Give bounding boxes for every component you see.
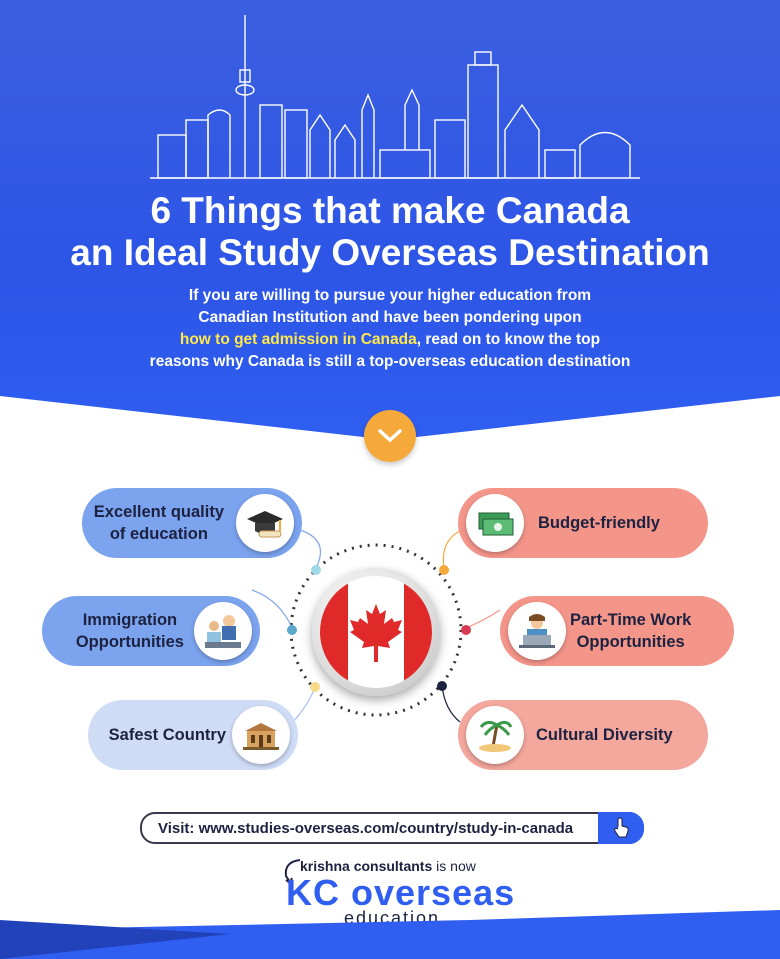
pointer-hand-icon[interactable] <box>598 812 644 844</box>
canada-flag-badge <box>312 568 440 696</box>
building-icon <box>232 706 290 764</box>
visit-url-text[interactable]: Visit: www.studies-overseas.com/country/study-in-canada <box>158 819 574 837</box>
immigration-officer-icon <box>194 602 252 660</box>
intro-line-4: reasons why Canada is still a top-overseas education destination <box>149 353 631 370</box>
brand-subtitle: education <box>344 908 441 928</box>
reason-pill-safest <box>88 700 298 770</box>
intro-line-1: If you are willing to pursue your higher education from <box>188 287 592 304</box>
parttime-label-2: Opportunities <box>576 633 685 651</box>
intro-line-3-rest: , read on to know the top <box>416 331 601 348</box>
reason-pill-immigration <box>42 596 260 666</box>
palm-island-icon <box>466 706 524 764</box>
laptop-worker-icon <box>508 602 566 660</box>
canada-flag-icon <box>320 576 432 688</box>
education-label-2: of education <box>109 525 208 543</box>
cultural-label: Cultural Diversity <box>536 726 673 744</box>
safest-label: Safest Country <box>108 726 226 744</box>
brand-is-now-text: is now <box>432 858 476 874</box>
immigration-label-2: Opportunities <box>75 633 184 651</box>
visit-link-bar[interactable] <box>140 812 644 844</box>
title-line-2: an Ideal Study Overseas Destination <box>70 232 710 273</box>
admission-highlight-link[interactable]: how to get admission in Canada <box>179 331 417 348</box>
brand-old-text: krishna consultants <box>300 858 433 874</box>
reason-pill-cultural <box>458 700 708 770</box>
intro-line-3 <box>100 329 680 351</box>
chevron-down-button[interactable] <box>364 410 416 462</box>
page-title <box>0 190 780 274</box>
title-line-1: 6 Things that make Canada <box>150 190 630 231</box>
immigration-label-1: Immigration <box>82 611 178 629</box>
brand-logo-text: KC overseas <box>286 872 516 913</box>
chevron-down-icon <box>377 428 403 444</box>
money-icon <box>466 494 524 552</box>
graduation-cap-icon <box>236 494 294 552</box>
footer-wave <box>0 900 780 959</box>
reason-pill-budget <box>458 488 708 558</box>
education-label-1: Excellent quality <box>93 503 224 521</box>
intro-paragraph <box>100 285 680 373</box>
parttime-label-1: Part-Time Work <box>570 611 692 629</box>
reason-pill-education <box>82 488 302 558</box>
budget-label: Budget-friendly <box>538 514 660 532</box>
toronto-skyline-illustration <box>150 10 640 185</box>
reason-pill-parttime <box>500 596 734 666</box>
intro-line-2: Canadian Institution and have been pondering upon <box>198 309 582 326</box>
